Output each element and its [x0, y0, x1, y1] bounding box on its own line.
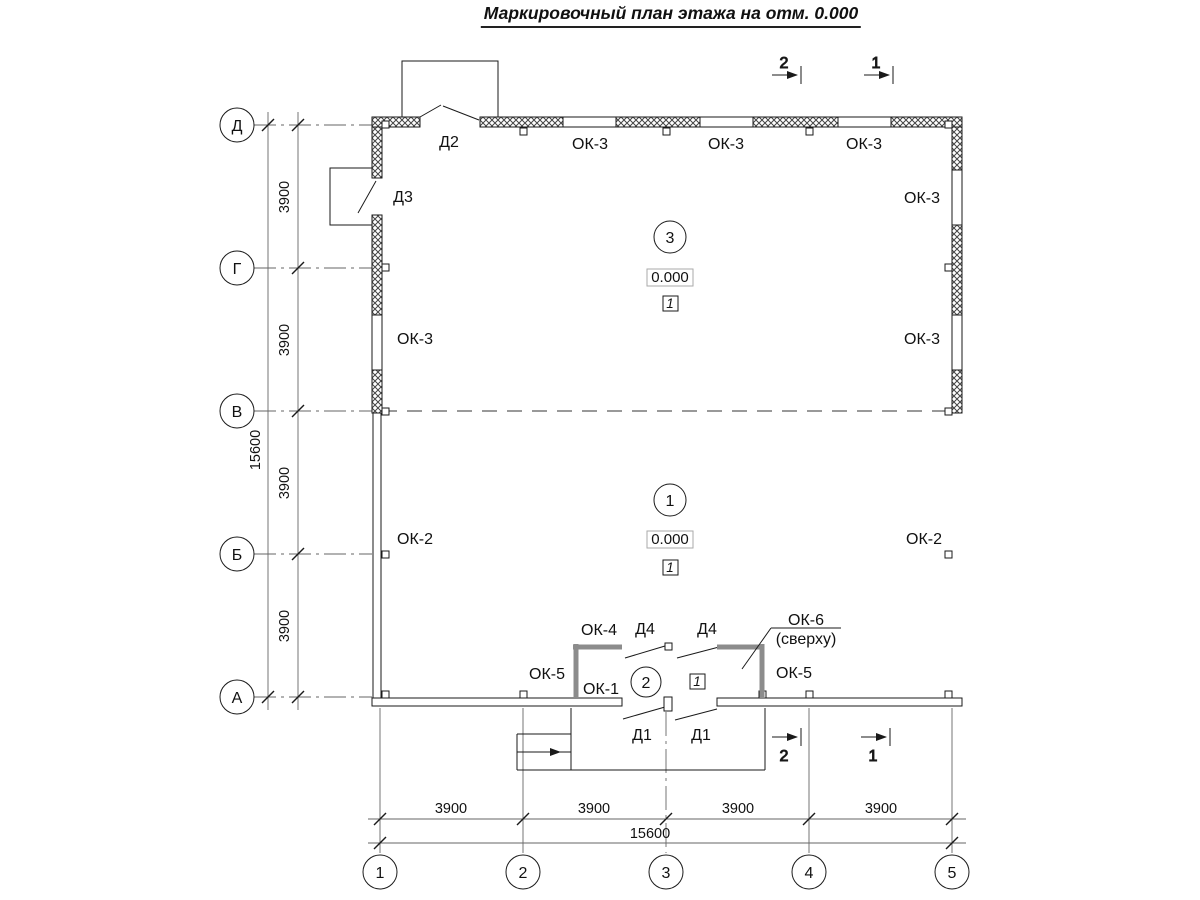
room-marker-3 — [647, 221, 693, 311]
dim-3900-dg: 3900 — [277, 180, 293, 214]
axis-label-4: 4 — [804, 865, 814, 882]
axis-label-5: 5 — [947, 865, 957, 882]
label-ok6-callout — [742, 612, 841, 669]
window-ok3-right-1 — [952, 170, 962, 225]
door-d4-leaf — [677, 647, 719, 658]
window-ok3-left — [372, 315, 382, 370]
axis-label-v: В — [231, 404, 243, 421]
room-number: 1 — [665, 493, 675, 510]
label-ok3: ОК-3 — [904, 190, 940, 207]
col-axis-bubbles — [363, 855, 969, 889]
wall-hatch-segment — [952, 127, 962, 170]
label-d4: Д4 — [635, 621, 655, 638]
wall-hatch-segment — [372, 215, 382, 315]
label-ok3: ОК-3 — [572, 136, 608, 153]
room-number: 3 — [665, 230, 675, 247]
wall-bottom-left — [372, 698, 622, 706]
bottom-axis-grid — [363, 708, 969, 889]
door-d2-leaf — [443, 106, 479, 120]
label-ok4: ОК-4 — [581, 622, 617, 639]
wall-bottom-right — [717, 698, 962, 706]
floor-type-mark: 1 — [666, 560, 674, 575]
axis-label-3: 3 — [661, 865, 671, 882]
elevation-mark: 0.000 — [651, 531, 689, 548]
label-ok5: ОК-5 — [776, 665, 812, 682]
label-ok1: ОК-1 — [583, 681, 619, 698]
dim-3900-45: 3900 — [864, 801, 898, 817]
dim-3900-23: 3900 — [577, 801, 611, 817]
dim-3900-vb: 3900 — [277, 466, 293, 500]
door-d1-leaf — [623, 707, 665, 719]
axis-label-1: 1 — [375, 865, 385, 882]
wall-hatch-segment — [372, 127, 382, 178]
room-number: 2 — [641, 675, 651, 692]
section-label: 2 — [779, 55, 789, 72]
wall-hatch-segment — [372, 117, 420, 127]
wall-hatch-segment — [753, 117, 838, 127]
door-d4-leaf — [625, 646, 665, 658]
window-ok3-top-3 — [838, 117, 891, 127]
left-axis-grid — [220, 108, 382, 714]
row-axis-lines — [254, 125, 382, 697]
section-mark-1-top — [864, 55, 893, 84]
elevation-mark: 0.000 — [651, 269, 689, 286]
door-d3-leaf — [358, 181, 376, 213]
annexes — [330, 61, 498, 225]
section-mark-1-bottom — [861, 728, 890, 765]
dim-3900-34: 3900 — [721, 801, 755, 817]
section-mark-2-bottom — [772, 728, 801, 765]
label-d2: Д2 — [439, 134, 459, 151]
window-ok3-top-1 — [563, 117, 616, 127]
dim-3900-ba: 3900 — [277, 609, 293, 643]
door-d1-leaf — [675, 709, 717, 720]
section-label: 2 — [779, 748, 789, 765]
label-d1: Д1 — [632, 727, 652, 744]
label-ok6-note: (сверху) — [775, 631, 837, 648]
door-d2-leaf — [420, 105, 441, 117]
column-marks — [382, 121, 952, 698]
window-ok3-top-2 — [700, 117, 753, 127]
label-ok2: ОК-2 — [397, 531, 433, 548]
wall-hatch-segment — [952, 370, 962, 413]
label-ok3: ОК-3 — [904, 331, 940, 348]
left-dim-texts — [248, 181, 293, 642]
label-d3: Д3 — [393, 189, 413, 206]
floor-type-mark: 1 — [693, 674, 701, 689]
label-d4: Д4 — [697, 621, 717, 638]
label-ok3: ОК-3 — [397, 331, 433, 348]
section-mark-2-top — [772, 55, 801, 84]
label-ok3: ОК-3 — [846, 136, 882, 153]
section-marks — [772, 55, 893, 765]
label-d1: Д1 — [691, 727, 711, 744]
porch-d3 — [330, 168, 372, 225]
axis-label-2: 2 — [518, 865, 528, 882]
wall-hatch-segment — [480, 117, 563, 127]
element-labels — [393, 134, 942, 744]
label-ok2: ОК-2 — [906, 531, 942, 548]
axis-label-g: Г — [232, 261, 242, 278]
drawing-title: Маркировочный план этажа на отм. 0.000 — [481, 3, 861, 28]
window-ok3-right-2 — [952, 315, 962, 370]
section-label: 1 — [868, 748, 878, 765]
wall-hatch-segment — [616, 117, 700, 127]
room-marker-2 — [631, 667, 705, 697]
axis-label-a: А — [231, 690, 243, 707]
axis-label-d: Д — [231, 118, 243, 135]
door-d4-post — [665, 643, 672, 650]
dim-3900-gv: 3900 — [277, 323, 293, 357]
label-ok5: ОК-5 — [529, 666, 565, 683]
room-marker-1 — [647, 484, 693, 575]
wall-hatch-segment — [952, 225, 962, 315]
section-label: 1 — [871, 55, 881, 72]
dim-15600-left: 15600 — [248, 429, 264, 471]
axis-label-b: Б — [231, 547, 243, 564]
wall-hatch-segment — [372, 370, 382, 413]
floor-type-mark: 1 — [666, 296, 674, 311]
label-ok3: ОК-3 — [708, 136, 744, 153]
door-d1-post — [664, 697, 672, 711]
dim-3900-12: 3900 — [434, 801, 468, 817]
row-axis-bubbles — [220, 108, 254, 714]
window-band-ok2-left — [373, 413, 381, 698]
dim-15600-bottom: 15600 — [629, 826, 671, 842]
label-ok6: ОК-6 — [788, 612, 824, 629]
